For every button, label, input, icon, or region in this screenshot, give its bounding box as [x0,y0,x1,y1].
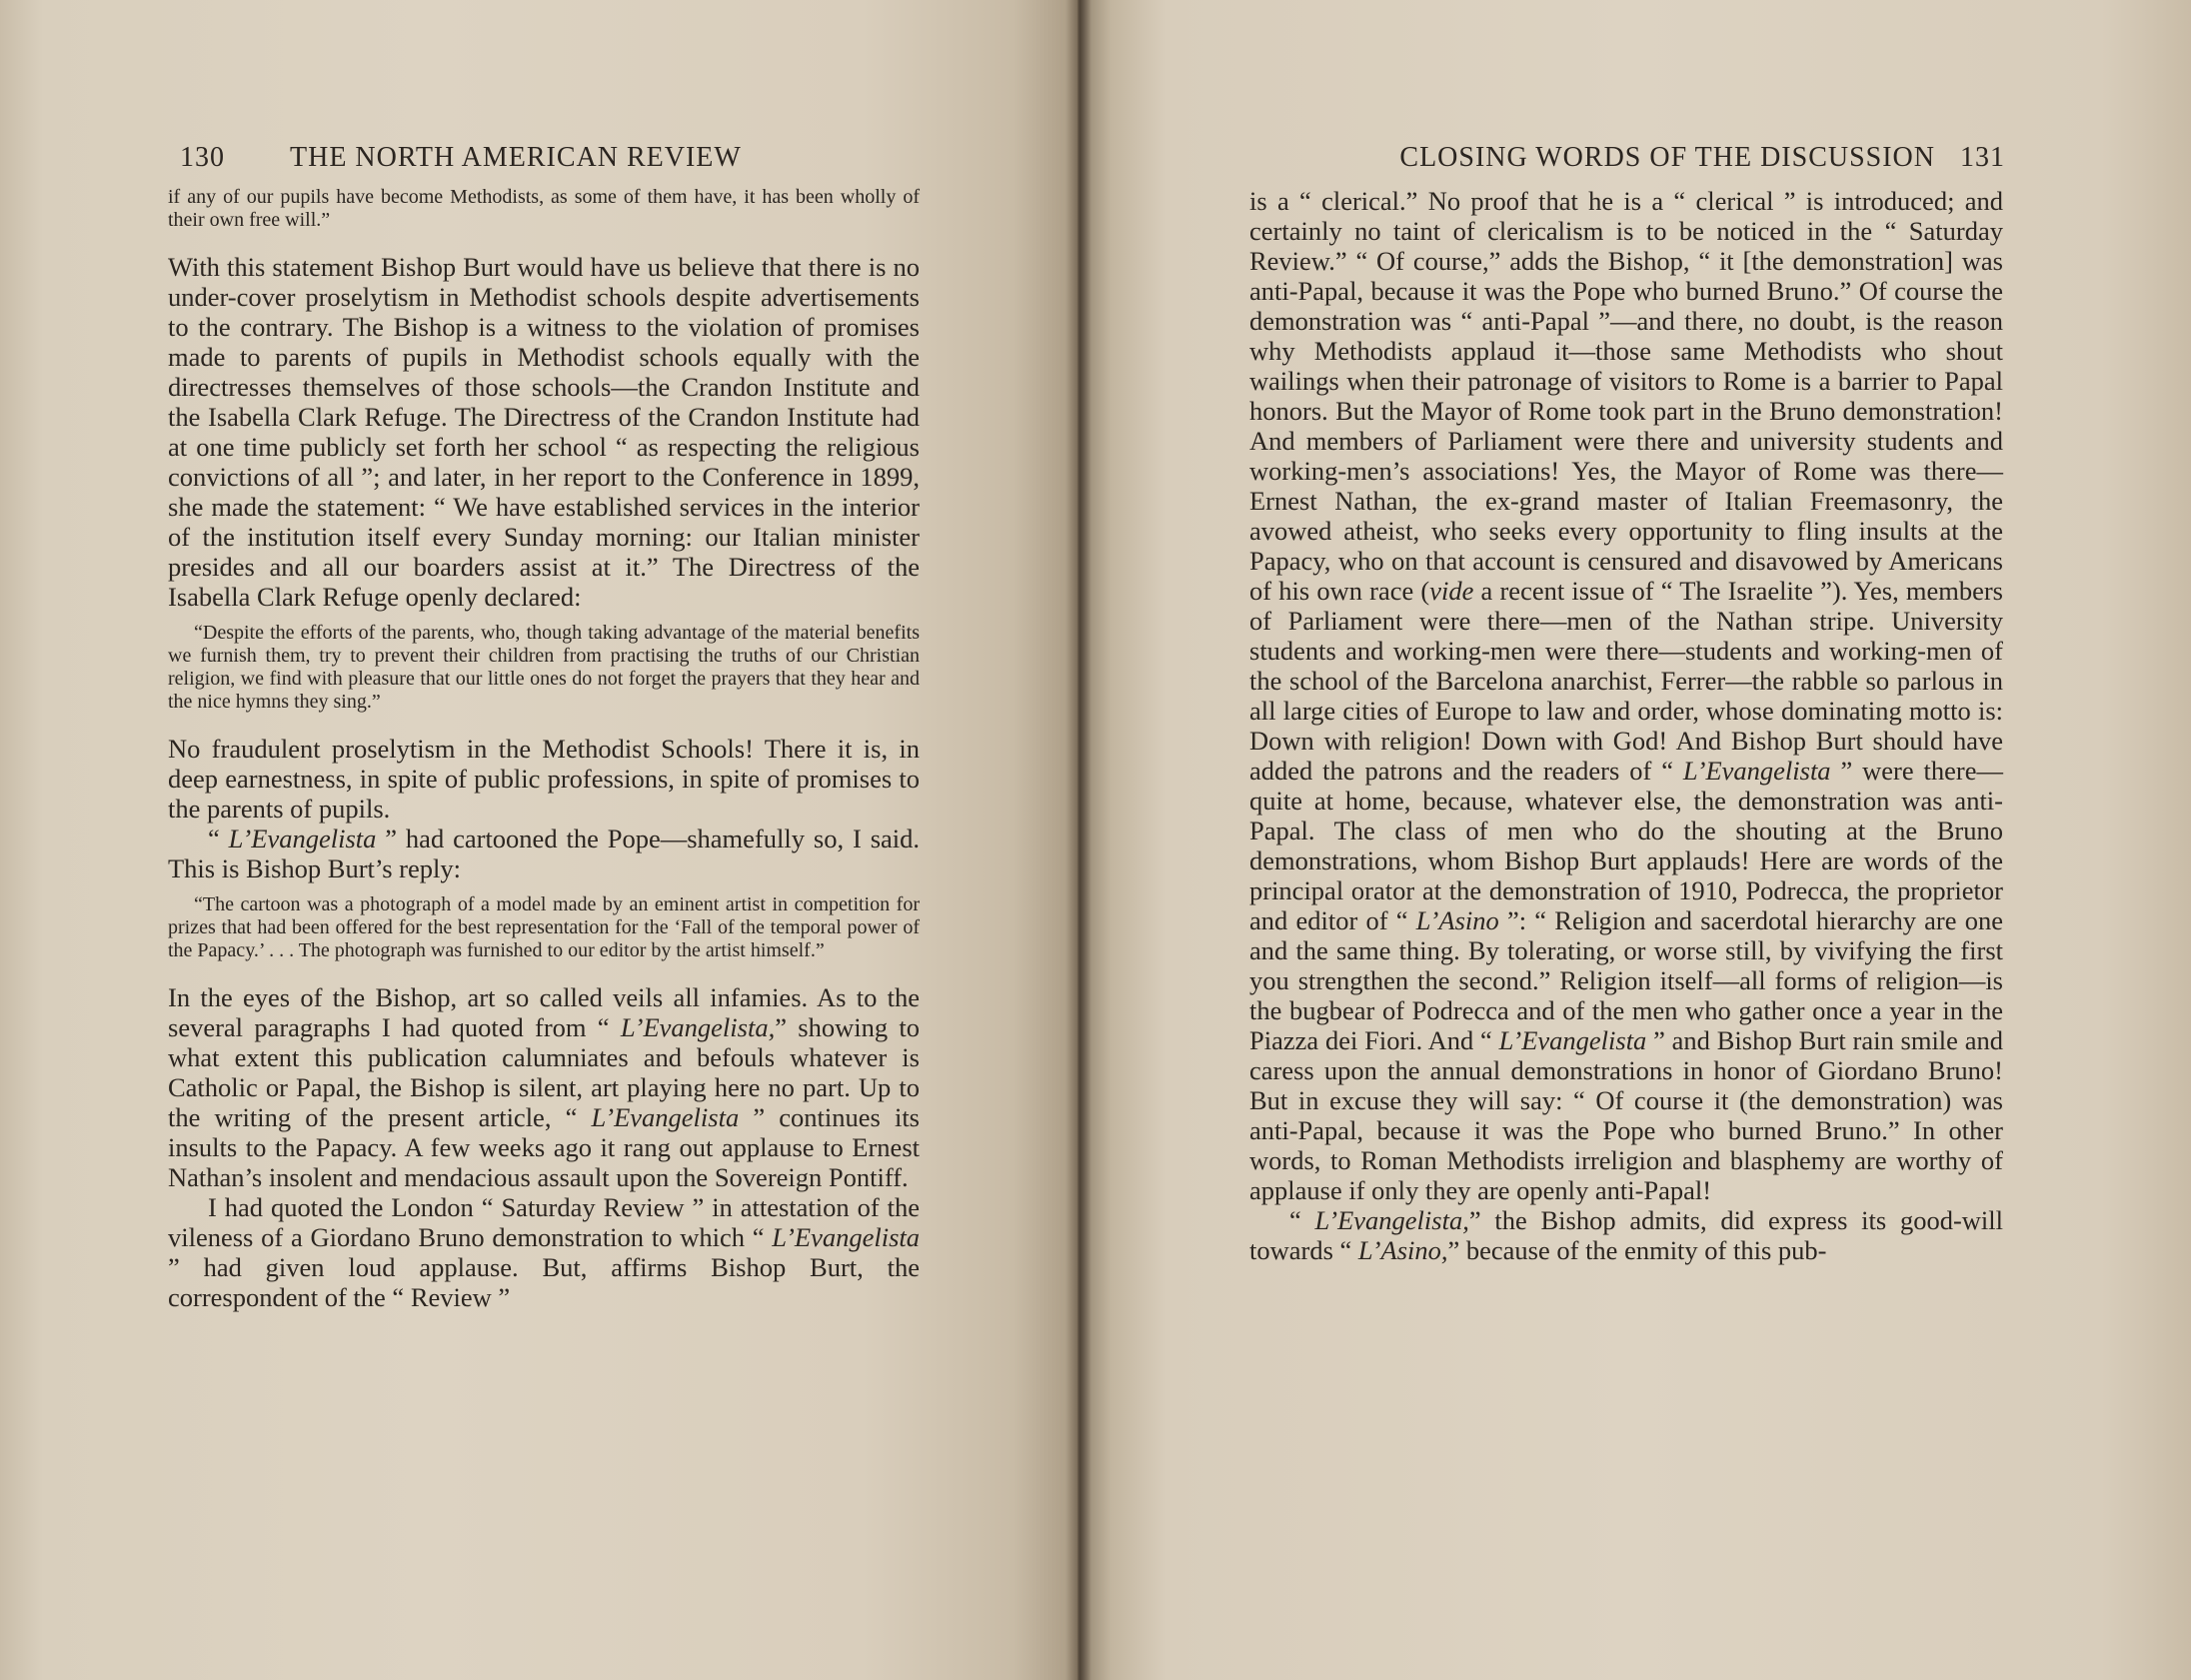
running-head-title: THE NORTH AMERICAN REVIEW [290,142,742,173]
italic-title: L’Evangelista [1682,756,1831,786]
paragraph-gap [168,962,920,972]
right-running-head [1319,142,2005,182]
italic-title: L’Evangelista, [1314,1205,1469,1235]
block-quote: if any of our pupils have become Methodists, as some of them have, it has been wholly of their own free will.” [168,186,920,231]
book-gutter [1066,0,1092,1680]
body-paragraph: “ L’Evangelista,” the Bishop admits, did express its good-will towards “ L’Asino,” because of the enmity of this pub- [1249,1205,2004,1265]
italic-title: L’Evangelista [591,1102,740,1132]
italic-title: L’Evangelista [1498,1025,1647,1055]
left-text-column [168,186,920,1312]
paragraph-gap [168,612,920,622]
italic-title: L’Evangelista, [620,1012,776,1042]
body-paragraph: “ L’Evangelista ” had cartooned the Pope—shamefully so, I said. This is Bishop Burt’s reply: [168,824,921,883]
paragraph-gap [168,242,920,252]
paragraph-gap [168,883,920,893]
right-text-column [1249,186,2003,1265]
paragraph-gap [168,972,920,982]
page-number: 130 [180,142,225,173]
italic-title: L’Evangelista [228,824,377,853]
page-number: 131 [1960,142,2005,173]
paragraph-gap [168,724,920,734]
left-page [0,0,1078,1680]
body-paragraph: No fraudulent proselytism in the Methodist Schools! There it is, in deep earnestness, in spite of public professions, in spite of promises to the parents of pupils. [168,734,920,824]
body-paragraph: In the eyes of the Bishop, art so called veils all infamies. As to the several paragraphs I had quoted from “ L’Evangelista,” showing to what extent this publication calumniates and befouls whatever is Catholic or Papal, the Bishop is silent, art playing here no part. Up to the writing of the present article, “ L’Evangelista ” continues its insults to the Papacy. A few weeks ago it rang out applause to Ernest Nathan’s insolent and mendacious assault upon the Sovereign Pontiff. [168,982,920,1192]
body-paragraph: is a “ clerical.” No proof that he is a “ clerical ” is introduced; and certainly no taint of clericalism is to be noticed in the “ Saturday Review.” “ Of course,” adds the Bishop, “ it [the demonstration] was anti-Papal, because it was the Pope who burned Bruno.” Of course the demonstration was “ anti-Papal ”—and there, no doubt, is the reason why Methodists applaud it—those same Methodists who shout wailings when their patronage of visitors to Rome is a barrier to Papal honors. But the Mayor of Rome took part in the Bruno demonstration! And members of Parliament were there and university students and working-men’s associations! Yes, the Mayor of Rome was there—Ernest Nathan, the ex-grand master of Italian Freemasonry, the avowed atheist, who seeks every opportunity to fling insults at the Papacy, who on that account is censured and disavowed by Americans of his own race (vide a recent issue of “ The Israelite ”). Yes, members of Parliament were there—men of the Nathan stripe. University students and working-men were there—students and working-men of the school of the Barcelona anarchist, Ferrer—the rabble so parlous in all large cities of Europe to law and order, whose dominating motto is: Down with religion! Down with God! And Bishop Burt should have added the patrons and the readers of “ L’Evangelista ” were there—quite at home, because, whatever else, the demonstration was anti-Papal. The class of men who do the shouting at the Bruno demonstrations, whom Bishop Burt applauds! Here are words of the principal orator at the demonstration of 1910, Podrecca, the proprietor and editor of “ L’Asino ”: “ Religion and sacerdotal hierarchy are one and the same thing. By tolerating, or worse still, by vivifying the first you strengthen the second.” Religion itself—all forms of religion—is the bugbear of Podrecca and of the men who gather once a year in the Piazza dei Fiori. And “ L’Evangelista ” and Bishop Burt rain smile and caress upon the annual demonstrations in honor of Giordano Bruno! But in excuse they will say: “ Of course it (the demonstration) was anti-Papal, because it was the Pope who burned Bruno.” In other words, to Roman Methodists irreligion and blasphemy are worthy of applause if only they are openly anti-Papal! [1249,186,2003,1205]
paragraph-gap [168,714,920,724]
italic-title: vide [1429,576,1474,606]
italic-title: L’Evangelista [772,1222,920,1252]
block-quote: “Despite the efforts of the parents, who, though taking advantage of the material benefits we furnish them, try to prevent their children from practising the truths of our Christian religion, we find with pleasure that our little ones do not forget the prayers that they hear and the nice hymns they sing.” [168,622,920,713]
paragraph-gap [168,232,920,242]
body-paragraph: I had quoted the London “ Saturday Review ” in attestation of the vileness of a Giordano Bruno demonstration to which “ L’Evangelista ” had given loud applause. But, affirms Bishop Burt, the correspondent of the “ Review ” [168,1192,920,1312]
italic-title: L’Asino, [1357,1235,1448,1265]
block-quote: “The cartoon was a photograph of a model made by an eminent artist in competition for prizes that had been offered for the best representation for the ‘Fall of the temporal power of the Papacy.’ . . . The photograph was furnished to our editor by the artist himself.” [168,893,920,961]
left-running-head [180,142,920,182]
running-head-title: CLOSING WORDS OF THE DISCUSSION [1399,142,1935,173]
italic-title: L’Asino [1415,905,1499,935]
body-paragraph: With this statement Bishop Burt would have us believe that there is no under-cover proselytism in Methodist schools despite advertisements to the contrary. The Bishop is a witness to the violation of promises made to parents of pupils in Methodist schools equally with the directresses themselves of those schools—the Crandon Institute and the Isabella Clark Refuge. The Directress of the Crandon Institute had at one time publicly set forth her school “ as respecting the religious convictions of all ”; and later, in her report to the Conference in 1899, she made the statement: “ We have established services in the interior of the institution itself every Sunday morning: our Italian minister presides and all our boarders assist at it.” The Directress of the Isabella Clark Refuge openly declared: [168,252,920,612]
